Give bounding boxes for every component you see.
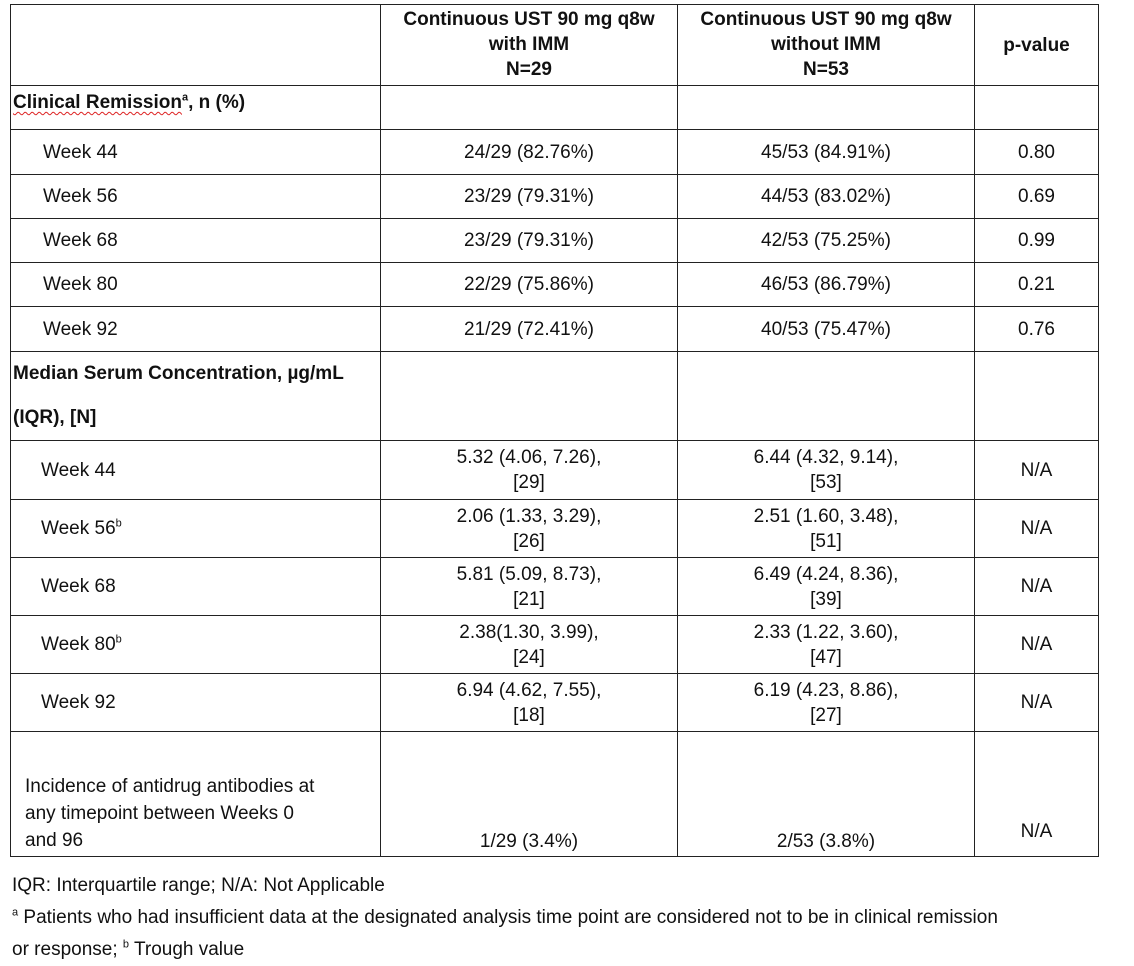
- table-row: [11, 616, 1099, 674]
- header-without-imm: [678, 5, 975, 86]
- week-label: Week 68: [11, 219, 381, 263]
- section-label-serum: [11, 352, 381, 441]
- header-p-value: p-value: [975, 5, 1099, 86]
- week-label: Week 56: [11, 175, 381, 219]
- table-row-antibodies: [11, 732, 1099, 857]
- p-value: N/A: [975, 732, 1099, 857]
- empty-cell: [678, 352, 975, 441]
- footnote-a-sup: a: [12, 906, 19, 919]
- with-imm-value: 21/29 (72.41%): [381, 307, 678, 352]
- footnote-a-text: Patients who had insufficient data at the designated analysis time point are considered not to be in clinical remission: [18, 907, 998, 928]
- without-imm-value: 40/53 (75.47%): [678, 307, 975, 352]
- table-row: [11, 219, 1099, 263]
- with-imm-value: 23/29 (79.31%): [381, 219, 678, 263]
- value-line1: 2.51 (1.60, 3.48),: [753, 505, 899, 527]
- p-value: 0.69: [975, 175, 1099, 219]
- value-line2: [18]: [513, 704, 545, 726]
- without-imm-value: 2/53 (3.8%): [678, 732, 975, 857]
- value-line2: [51]: [810, 530, 842, 552]
- table-row: [11, 307, 1099, 352]
- header-with-imm-line2: with IMM: [488, 34, 570, 55]
- empty-cell: [975, 352, 1099, 441]
- p-value: N/A: [975, 441, 1099, 500]
- p-value: 0.21: [975, 263, 1099, 307]
- with-imm-value: [381, 500, 678, 558]
- table-row: [11, 130, 1099, 175]
- with-imm-value: 1/29 (3.4%): [381, 732, 678, 857]
- week-label: [11, 441, 381, 500]
- empty-cell: [381, 352, 678, 441]
- header-without-imm-line3: N=53: [803, 59, 849, 80]
- header-row: [11, 5, 1099, 86]
- week-text: Week 44: [41, 459, 116, 481]
- value-line2: [47]: [810, 646, 842, 668]
- value-line1: 6.94 (4.62, 7.55),: [456, 679, 602, 701]
- with-imm-value: [381, 674, 678, 732]
- footnote-b-sup: b: [122, 938, 130, 951]
- week-text: Week 56: [41, 518, 116, 539]
- p-value: N/A: [975, 674, 1099, 732]
- week-sup: b: [115, 633, 122, 646]
- p-value: N/A: [975, 500, 1099, 558]
- with-imm-value: 24/29 (82.76%): [381, 130, 678, 175]
- antibodies-label-line2: any timepoint between Weeks 0: [25, 803, 294, 824]
- table-row: [11, 674, 1099, 732]
- section-row-remission: [11, 86, 1099, 130]
- without-imm-value: 44/53 (83.02%): [678, 175, 975, 219]
- without-imm-value: [678, 441, 975, 500]
- p-value: N/A: [975, 616, 1099, 674]
- p-value: 0.76: [975, 307, 1099, 352]
- header-with-imm: [381, 5, 678, 86]
- remission-label-sup: a: [181, 91, 189, 104]
- table-row: [11, 263, 1099, 307]
- week-label: [11, 674, 381, 732]
- week-label: Week 92: [11, 307, 381, 352]
- footnote-abbreviations: IQR: Interquartile range; N/A: Not Applicable: [12, 875, 385, 896]
- week-text: Week 68: [41, 576, 116, 597]
- antibodies-label-line3: and 96: [25, 830, 84, 851]
- value-line2: [24]: [513, 646, 545, 668]
- remission-label-main: Clinical Remission: [13, 92, 182, 113]
- antibodies-label-line1: Incidence of antidrug antibodies at: [25, 776, 315, 797]
- with-imm-value: [381, 441, 678, 500]
- table-row: [11, 558, 1099, 616]
- without-imm-value: 46/53 (86.79%): [678, 263, 975, 307]
- week-label: [11, 558, 381, 616]
- week-label: [11, 616, 381, 674]
- header-without-imm-line1: Continuous UST 90 mg q8w: [700, 9, 952, 30]
- antibodies-label: [11, 732, 381, 857]
- value-line1: 6.49 (4.24, 8.36),: [753, 563, 899, 585]
- with-imm-value: 23/29 (79.31%): [381, 175, 678, 219]
- header-with-imm-line3: N=29: [506, 59, 552, 80]
- header-without-imm-line2: without IMM: [771, 34, 881, 55]
- week-text: Week 80: [41, 634, 116, 655]
- header-empty-cell: [11, 5, 381, 86]
- value-line1: 5.81 (5.09, 8.73),: [456, 563, 602, 585]
- without-imm-value: [678, 616, 975, 674]
- without-imm-value: 45/53 (84.91%): [678, 130, 975, 175]
- footnotes: [12, 870, 998, 966]
- value-line2: [26]: [513, 530, 545, 552]
- footnote-a: [12, 902, 998, 934]
- without-imm-value: [678, 558, 975, 616]
- week-sup: b: [115, 517, 122, 530]
- section-label-remission: [11, 86, 381, 130]
- value-line2: [21]: [513, 588, 545, 610]
- value-line1: 2.06 (1.33, 3.29),: [456, 505, 602, 527]
- week-label: Week 80: [11, 263, 381, 307]
- p-value: 0.99: [975, 219, 1099, 263]
- remission-label-rest: , n (%): [188, 92, 246, 113]
- footnote-b-pre: or response;: [12, 939, 123, 960]
- footnote-b-text: Trough value: [129, 939, 245, 960]
- p-value: 0.80: [975, 130, 1099, 175]
- value-line1: 6.19 (4.23, 8.86),: [753, 679, 899, 701]
- footnote-b: [12, 934, 998, 966]
- without-imm-value: 42/53 (75.25%): [678, 219, 975, 263]
- value-line1: 2.33 (1.22, 3.60),: [753, 621, 899, 643]
- empty-cell: [975, 86, 1099, 130]
- value-line2: [53]: [810, 472, 842, 493]
- week-label: [11, 500, 381, 558]
- without-imm-value: [678, 674, 975, 732]
- value-line1: 6.44 (4.32, 9.14),: [753, 447, 899, 468]
- with-imm-value: [381, 616, 678, 674]
- value-line2: [29]: [513, 472, 545, 493]
- with-imm-value: [381, 558, 678, 616]
- without-imm-value: [678, 500, 975, 558]
- empty-cell: [381, 86, 678, 130]
- serum-label-line1: Median Serum Concentration, µg/mL: [13, 363, 344, 384]
- with-imm-value: 22/29 (75.86%): [381, 263, 678, 307]
- value-line1: 2.38(1.30, 3.99),: [459, 621, 599, 643]
- value-line2: [39]: [810, 588, 842, 610]
- results-table: [10, 4, 1099, 857]
- week-text: Week 92: [41, 692, 116, 713]
- table-row: [11, 441, 1099, 500]
- table-row: [11, 500, 1099, 558]
- header-with-imm-line1: Continuous UST 90 mg q8w: [403, 9, 655, 30]
- serum-label-line2: (IQR), [N]: [13, 407, 97, 428]
- empty-cell: [678, 86, 975, 130]
- table-row: [11, 175, 1099, 219]
- section-row-serum: [11, 352, 1099, 441]
- p-value: N/A: [975, 558, 1099, 616]
- value-line1: 5.32 (4.06, 7.26),: [456, 447, 602, 468]
- week-label: Week 44: [11, 130, 381, 175]
- value-line2: [27]: [810, 704, 842, 726]
